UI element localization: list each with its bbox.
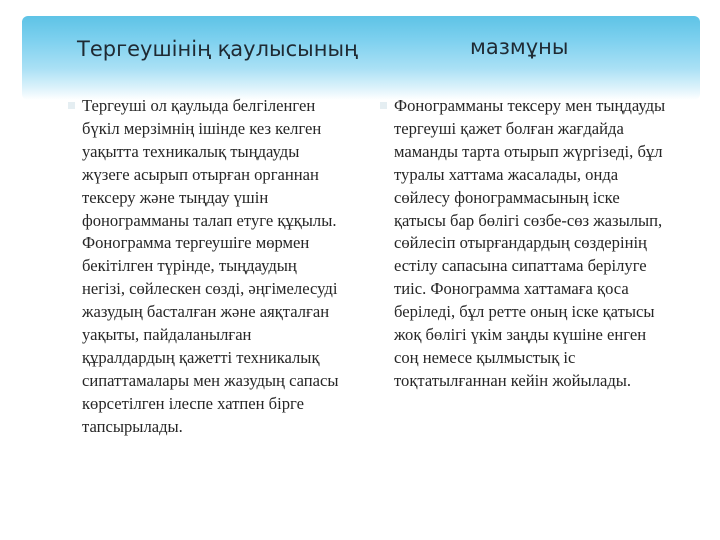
slide-title-left: Тергеушінің қаулысының [77, 37, 358, 61]
right-paragraph: Фонограмманы тексеру мен тыңдауды тергеуші қажет болған жағдайда маманды тарта отырып жүргізеді, бұл туралы хаттама жасалады, онда сөйлесу фонограммасының іске қатысы бар бөлігі сөзбе-сөз жазылып, сөйлесіп отырғандардың сөздерінің естілу сапасына сипаттама берілуге тиіс. Фонограмма хаттамаға қоса беріледі, бұл ретте оның іске қатысы жоқ бөлігі үкім заңды күшіне енген соң немесе қылмыстық іс тоқтатылғаннан кейін жойылады. [394, 96, 666, 390]
right-bullet-item [380, 95, 672, 393]
left-bullet-item [68, 95, 340, 439]
square-bullet-icon [68, 102, 75, 109]
slide-title-right: мазмұны [470, 35, 569, 59]
right-column [380, 95, 672, 393]
left-column [68, 95, 340, 439]
left-paragraph: Тергеуші ол қаулыда белгіленген бүкіл мерзімнің ішінде кез келген уақытта техникалық тыңдауды жүзеге асырып отырған органнан тексеру және тыңдау үшін фонограмманы талап етуге құқылы. Фонограмма тергеушіге мөрмен бекітілген түрінде, тыңдаудың негізі, сөйлескен сөзді, әңгімелесуді жазудың басталған және аяқталған уақыты, пайдаланылған құралдардың қажетті техникалық сипаттамалары мен жазудың сапасы көрсетілген ілеспе хатпен бірге тапсырылады. [82, 96, 339, 436]
square-bullet-icon [380, 102, 387, 109]
